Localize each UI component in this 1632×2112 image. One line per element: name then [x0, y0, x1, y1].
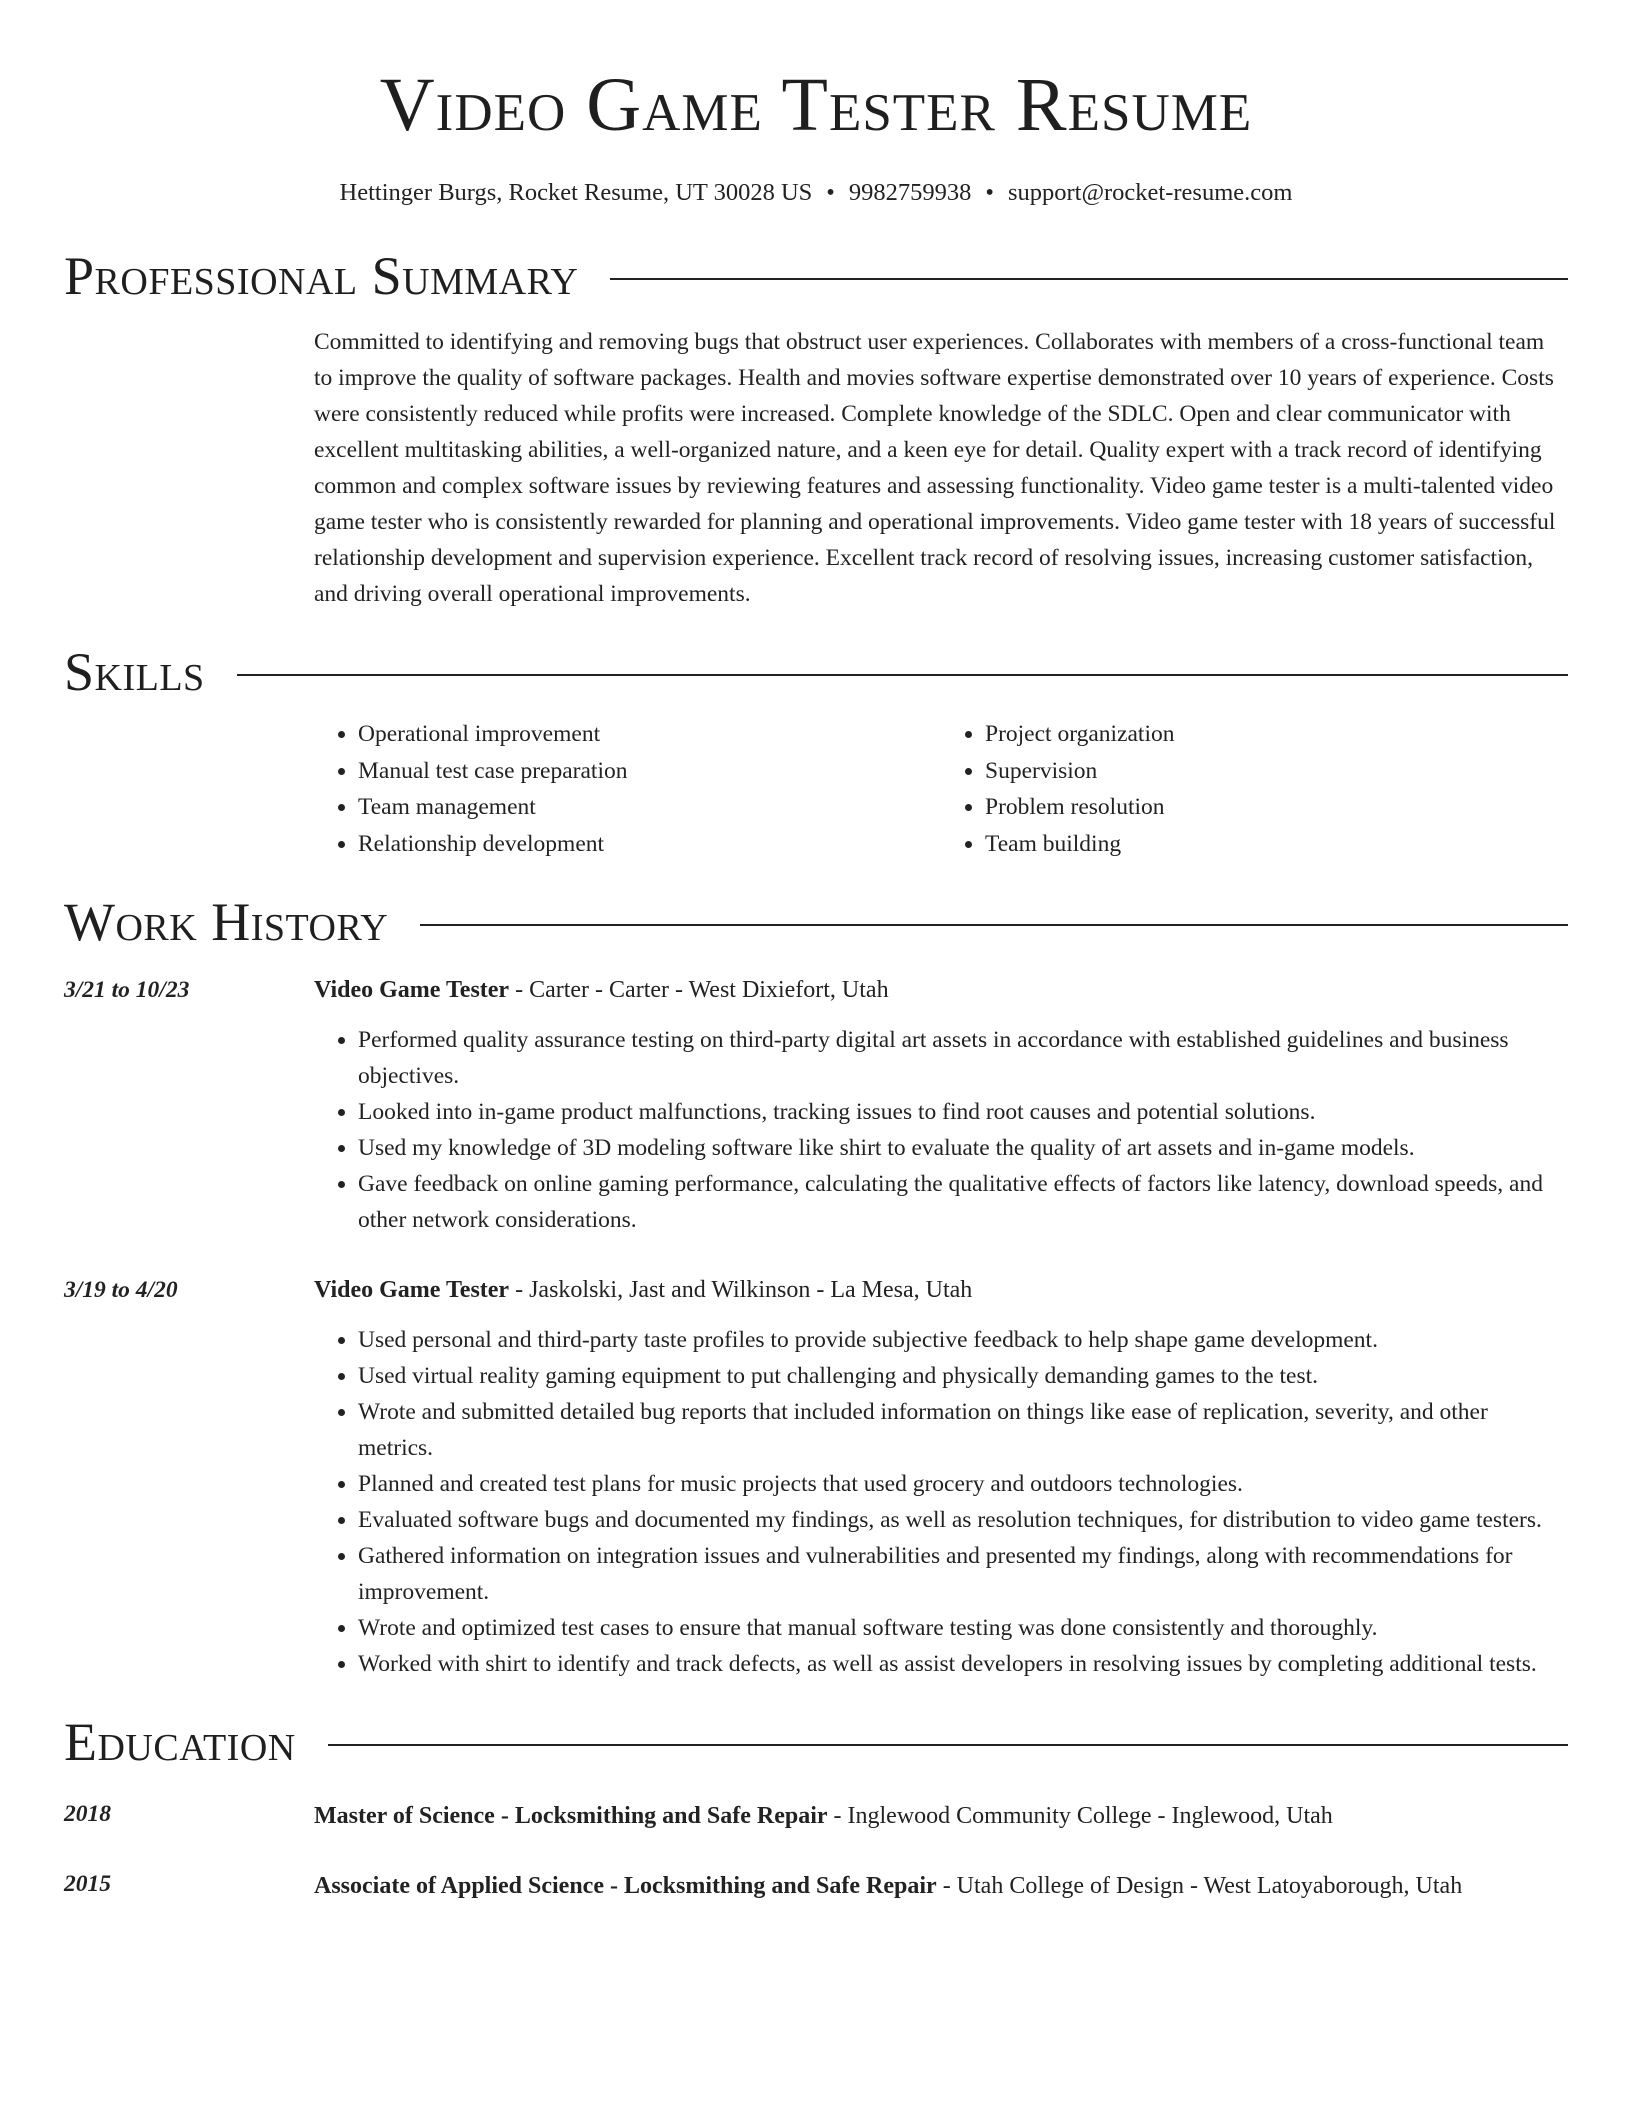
education-heading-line: [314, 1866, 1568, 1906]
skill-item: • Manual test case preparation: [358, 753, 941, 790]
skills-section-header: [64, 642, 1568, 702]
job-entry: [64, 1272, 1568, 1682]
contact-address: Hettinger Burgs, Rocket Resume, UT 30028 US: [339, 179, 813, 206]
contact-email: support@rocket-resume.com: [1007, 179, 1293, 206]
work-heading: Work History: [64, 892, 389, 952]
job-bullet: • Evaluated software bugs and documented my findings, as well as resolution techniques, for distribution to video game testers.: [358, 1502, 1568, 1538]
job-dates: 3/21 to 10/23: [64, 977, 190, 1003]
contact-separator: •: [985, 179, 994, 206]
job-bullet: • Gave feedback on online gaming performance, calculating the qualitative effects of factors like latency, download speeds, and other network considerations.: [358, 1166, 1568, 1238]
job-title: Video Game Tester: [314, 977, 510, 1003]
skills-list: [314, 716, 1568, 862]
section-divider: [420, 924, 1568, 926]
section-divider: [610, 278, 1568, 280]
skills-column-left: [314, 716, 941, 862]
summary-text: Committed to identifying and removing bugs that obstruct user experiences. Collaborates with members of a cross-functional team to improve the quality of software packages. Health and movies software expertise demonstrated over 10 years of experience. Costs were consistently reduced while profits were increased. Complete knowledge of the SDLC. Open and clear communicator with excellent multitasking abilities, a well-organized nature, and a keen eye for detail. Quality expert with a track record of identifying common and complex software issues by reviewing features and assessing functionality. Video game tester is a multi-talented video game tester who is consistently rewarded for planning and operational improvements. Video game tester with 18 years of successful relationship development and supervision experience. Excellent track record of resolving issues, increasing customer satisfaction, and driving overall operational improvements.: [314, 329, 1556, 607]
skills-heading: Skills: [64, 642, 205, 702]
summary-section-header: [64, 246, 1568, 306]
job-bullet: • Performed quality assurance testing on third-party digital art assets in accordance with established guidelines and business objectives.: [358, 1022, 1568, 1094]
job-heading: [314, 972, 1568, 1008]
job-heading: [314, 1272, 1568, 1308]
job-bullet: • Wrote and submitted detailed bug reports that included information on things like ease of replication, severity, and other metrics.: [358, 1394, 1568, 1466]
job-dates: 3/19 to 4/20: [64, 1277, 178, 1303]
summary-heading: Professional Summary: [64, 246, 579, 306]
job-bullet: • Worked with shirt to identify and track defects, as well as assist developers in resolving issues by completing additional tests.: [358, 1646, 1568, 1682]
job-title: Video Game Tester: [314, 1277, 510, 1303]
contact-phone: 9982759938: [848, 179, 972, 206]
section-divider: [237, 674, 1568, 676]
skill-item: • Project organization: [985, 716, 1568, 753]
skill-item: • Team management: [358, 789, 941, 826]
education-entry: [64, 1796, 1568, 1836]
job-details: - Jaskolski, Jast and Wilkinson - La Mesa, Utah: [509, 1277, 973, 1303]
education-degree: Associate of Applied Science - Locksmithing and Safe Repair: [314, 1873, 937, 1899]
education-section-header: [64, 1712, 1568, 1772]
job-bullet: • Used personal and third-party taste profiles to provide subjective feedback to help shape game development.: [358, 1322, 1568, 1358]
work-section-header: [64, 892, 1568, 952]
education-details: - Inglewood Community College - Inglewood, Utah: [827, 1803, 1333, 1829]
skills-column-right: [941, 716, 1568, 862]
section-divider: [328, 1744, 1568, 1746]
education-degree: Master of Science - Locksmithing and Safe Repair: [314, 1803, 828, 1829]
job-bullet: • Looked into in-game product malfunctions, tracking issues to find root causes and potential solutions.: [358, 1094, 1568, 1130]
contact-separator: •: [826, 179, 835, 206]
education-heading: Education: [64, 1712, 296, 1772]
job-bullets: [314, 1322, 1568, 1682]
skill-item: • Problem resolution: [985, 789, 1568, 826]
job-bullet: • Planned and created test plans for music projects that used grocery and outdoors technologies.: [358, 1466, 1568, 1502]
education-details: - Utah College of Design - West Latoyaborough, Utah: [936, 1873, 1463, 1899]
job-details: - Carter - Carter - West Dixiefort, Utah: [509, 977, 889, 1003]
job-bullet: • Gathered information on integration issues and vulnerabilities and presented my findings, along with recommendations for improvement.: [358, 1538, 1568, 1610]
job-bullet: • Wrote and optimized test cases to ensure that manual software testing was done consistently and thoroughly.: [358, 1610, 1568, 1646]
job-bullet: • Used my knowledge of 3D modeling software like shirt to evaluate the quality of art assets and in-game models.: [358, 1130, 1568, 1166]
education-entry: [64, 1866, 1568, 1906]
contact-line: [64, 178, 1568, 208]
skill-item: • Relationship development: [358, 826, 941, 863]
skill-item: • Operational improvement: [358, 716, 941, 753]
skill-item: • Supervision: [985, 753, 1568, 790]
education-year: 2015: [64, 1871, 111, 1897]
job-bullet: • Used virtual reality gaming equipment to put challenging and physically demanding games to the test.: [358, 1358, 1568, 1394]
education-year: 2018: [64, 1801, 111, 1827]
education-heading-line: [314, 1796, 1568, 1836]
job-entry: [64, 972, 1568, 1238]
skill-item: • Team building: [985, 826, 1568, 863]
job-bullets: [314, 1022, 1568, 1238]
resume-title: Video Game Tester Resume: [379, 63, 1253, 147]
